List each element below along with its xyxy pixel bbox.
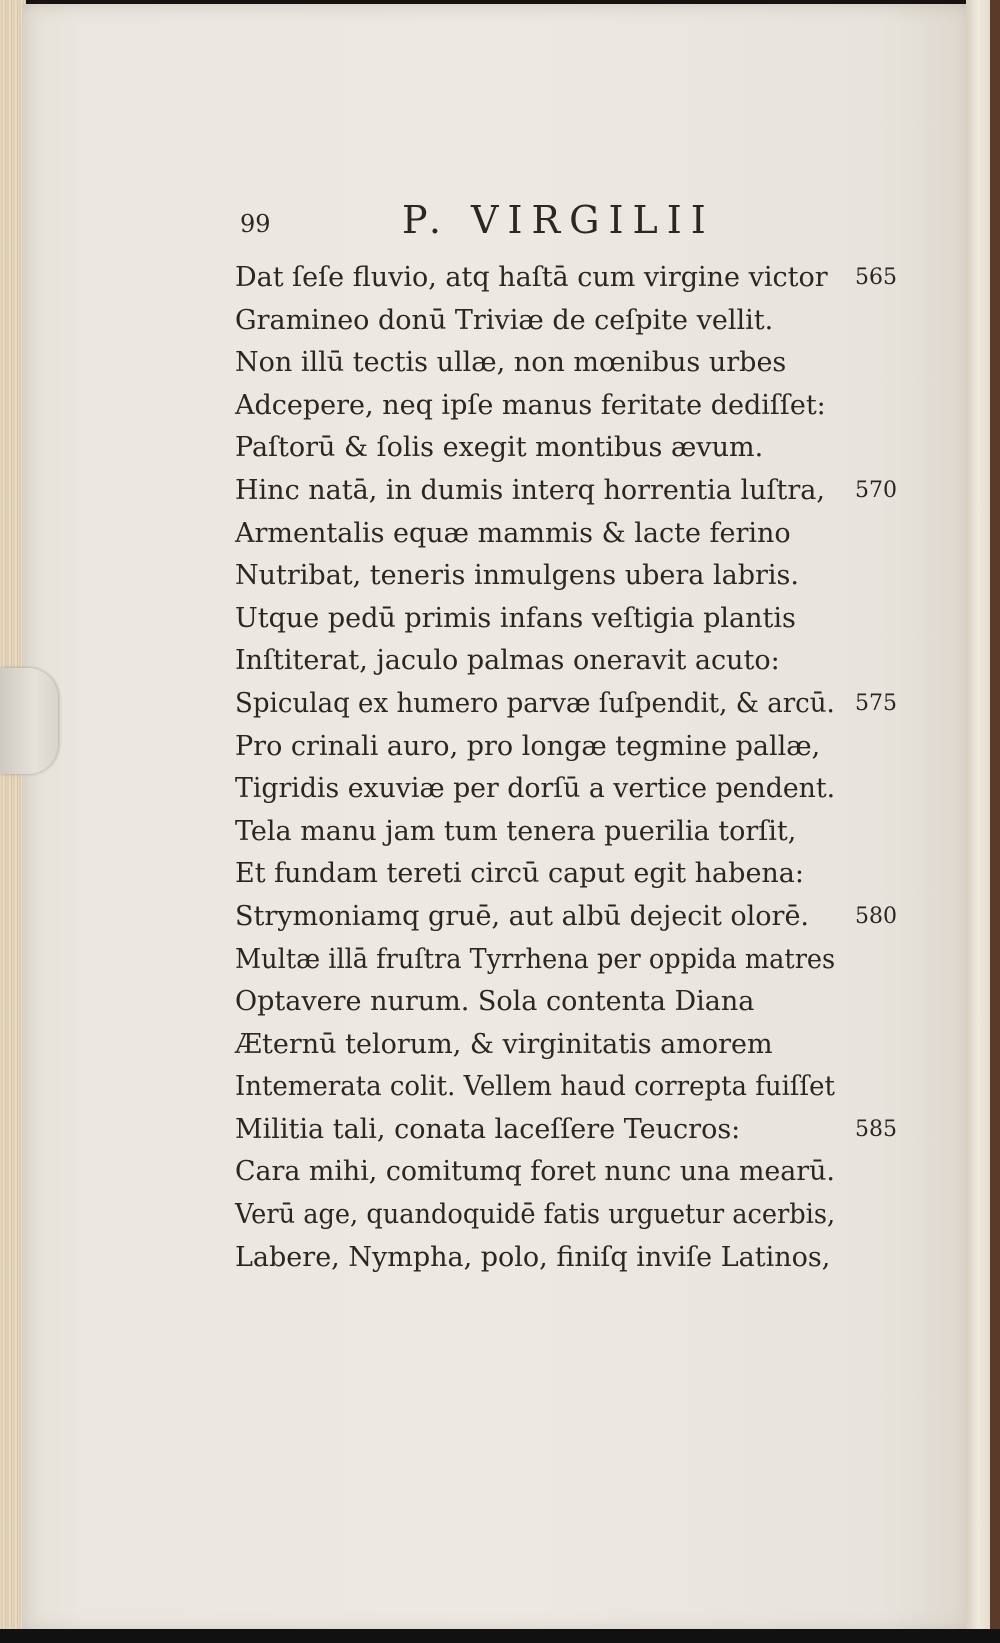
verse-text: Intemerata colit. Vellem haud correpta fuiſſet xyxy=(235,1071,835,1103)
verse-line xyxy=(235,470,895,513)
page-header xyxy=(240,198,760,248)
verse-text: Non illū tectis ullæ, non mœnibus urbes xyxy=(235,347,787,379)
verse-line xyxy=(235,811,895,854)
verse-line xyxy=(235,896,895,939)
verse-text: Optavere nurum. Sola contenta Diana xyxy=(235,986,755,1018)
verse-line xyxy=(235,598,895,641)
verse-text: Adcepere, neq ipſe manus feritate dediſſet: xyxy=(235,389,826,421)
verse-line xyxy=(235,1237,895,1280)
verse-text: Utque pedū primis infans veſtigia plantis xyxy=(235,602,796,634)
verse-text: Spiculaq ex humero parvæ ſuſpendit, & arcū. xyxy=(235,687,835,719)
verse-text: Militia tali, conata laceſſere Teucros: xyxy=(235,1113,741,1145)
book-binding xyxy=(966,0,1000,1643)
line-number: 570 xyxy=(855,477,897,503)
bottom-edge xyxy=(0,1629,1000,1643)
verse-line xyxy=(235,1024,895,1067)
line-number: 575 xyxy=(855,690,897,716)
verse-line xyxy=(235,683,895,726)
verse-line xyxy=(235,257,895,300)
line-number: 580 xyxy=(855,903,897,929)
running-title: P. VIRGILII xyxy=(402,198,715,242)
page-tab xyxy=(0,668,58,774)
verse-line xyxy=(235,427,895,470)
verse-text: Æternū telorum, & virginitatis amorem xyxy=(235,1028,773,1060)
verse-text: Nutribat, teneris inmulgens ubera labris. xyxy=(235,560,799,592)
verse-line xyxy=(235,726,895,769)
verse-text: Gramineo donū Triviæ de ceſpite vellit. xyxy=(235,304,774,336)
line-number: 565 xyxy=(855,265,897,290)
verse-text: Et fundam tereti circū caput egit habena: xyxy=(235,858,805,890)
verse-text: Paſtorū & ſolis exegit montibus ævum. xyxy=(235,432,764,464)
verse-text: Strymoniamq gruē, aut albū dejecit olorē. xyxy=(235,900,810,932)
verse-line xyxy=(235,981,895,1024)
verse-text: Tigridis exuviæ per dorſū a vertice pendent. xyxy=(235,773,836,805)
page-number: 99 xyxy=(240,210,271,238)
verse-line xyxy=(235,300,895,343)
verse-text: Hinc natā, in dumis interq horrentia luſtra, xyxy=(235,474,825,506)
verse-line xyxy=(235,513,895,556)
verse-line xyxy=(235,768,895,811)
verse-text: Tela manu jam tum tenera puerilia torſit, xyxy=(235,815,797,847)
verse-text: Cara mihi, comitumq foret nunc una mearū. xyxy=(235,1156,835,1188)
verse-text: Armentalis equæ mammis & lacte ferino xyxy=(235,517,791,549)
line-number: 585 xyxy=(855,1116,897,1142)
verse-line xyxy=(235,1151,895,1194)
verse-text: Inſtiterat, jaculo palmas oneravit acuto: xyxy=(235,645,780,677)
verse-block xyxy=(235,257,895,1279)
verse-line xyxy=(235,385,895,428)
verse-line xyxy=(235,640,895,683)
verse-text: Multæ illā fruſtra Tyrrhena per oppida matres xyxy=(235,943,836,975)
verse-line xyxy=(235,939,895,982)
verse-text: Pro crinali auro, pro longæ tegmine pallæ, xyxy=(235,730,821,762)
verse-line xyxy=(235,1066,895,1109)
verse-text: Verū age, quandoquidē fatis urguetur acerbis, xyxy=(235,1199,836,1231)
verse-text: Labere, Nympha, polo, finiſq inviſe Latinos, xyxy=(235,1241,831,1273)
verse-line xyxy=(235,342,895,385)
verse-line xyxy=(235,853,895,896)
verse-line xyxy=(235,1194,895,1237)
verse-line xyxy=(235,555,895,598)
verse-line xyxy=(235,1109,895,1152)
verse-text: Dat ſeſe fluvio, atq haſtā cum virgine victor xyxy=(235,262,828,293)
